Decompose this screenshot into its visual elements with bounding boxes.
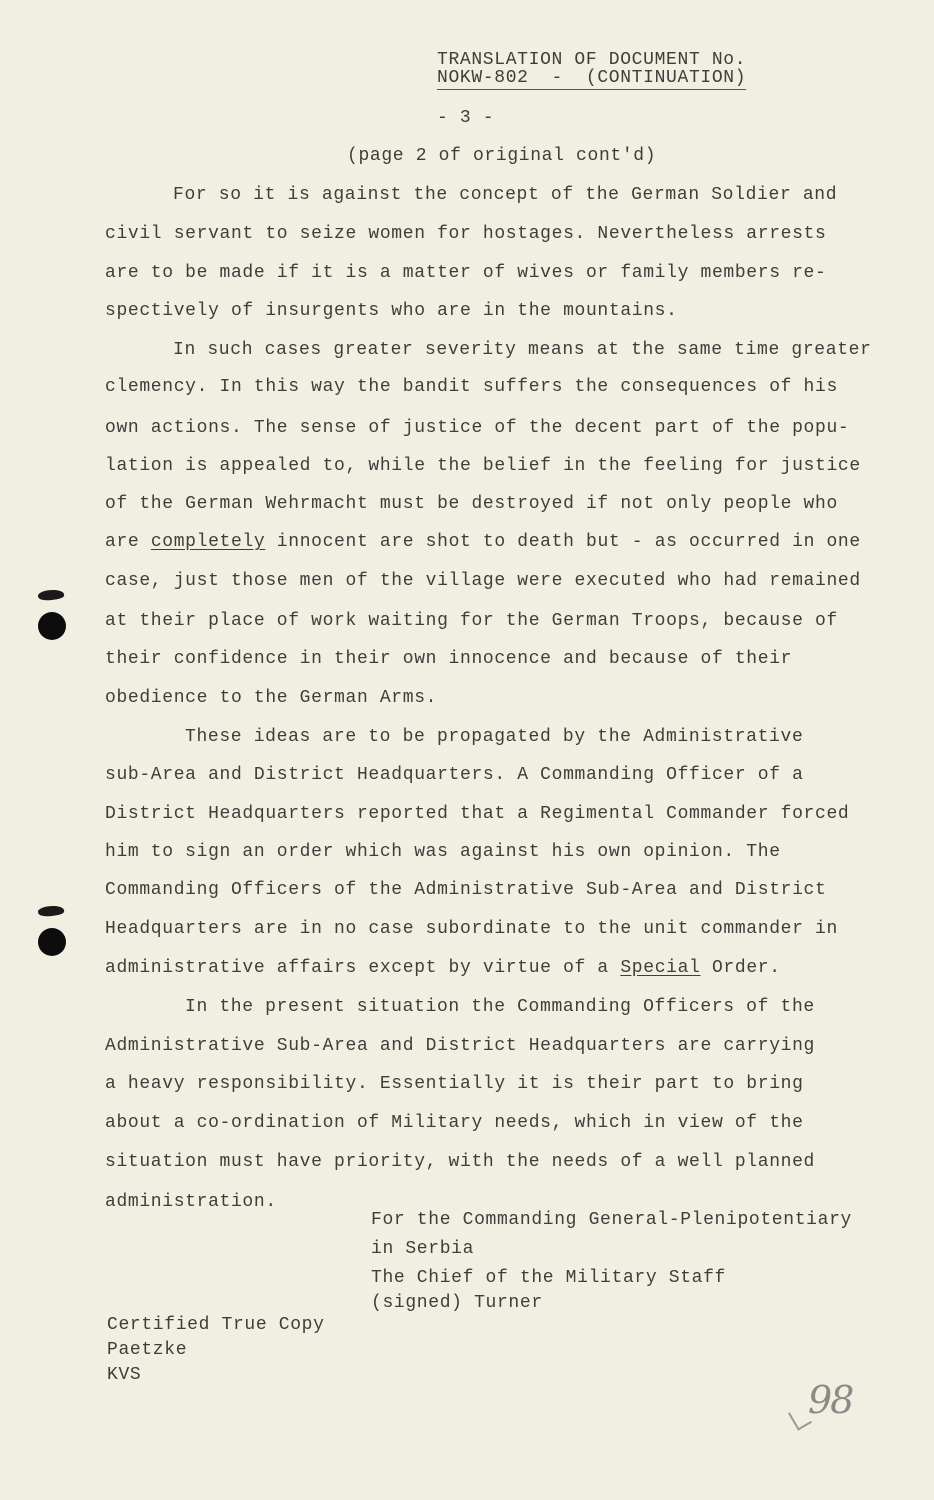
certification-line: Paetzke [107,1340,188,1360]
body-line: Headquarters are in no case subordinate to the unit commander in [105,919,838,939]
body-line: civil servant to seize women for hostages. Nevertheless arrests [105,224,827,244]
subheading: (page 2 of original cont'd) [347,146,657,166]
body-line: a heavy responsibility. Essentially it is their part to bring [105,1074,804,1094]
certification-line: KVS [107,1365,142,1385]
body-line: him to sign an order which was against his own opinion. The [105,842,781,862]
body-line: In such cases greater severity means at the same time greater [173,340,872,360]
body-line: of the German Wehrmacht must be destroyed if not only people who [105,494,838,514]
signature-line: in Serbia [371,1239,475,1259]
body-line: These ideas are to be propagated by the Administrative [185,727,804,747]
document-number: NOKW-802 - (CONTINUATION) [437,68,747,88]
punch-hole [38,928,66,956]
body-line: District Headquarters reported that a Regimental Commander forced [105,804,850,824]
body-line: about a co-ordination of Military needs, which in view of the [105,1113,804,1133]
punch-hole-mark [37,588,64,602]
body-line: situation must have priority, with the needs of a well planned [105,1152,816,1172]
body-line: In the present situation the Commanding Officers of the [185,997,815,1017]
body-line: Administrative Sub-Area and District Headquarters are carrying [105,1036,816,1056]
body-line: administrative affairs except by virtue of a Special Order. [105,958,781,978]
punch-hole [38,612,66,640]
page-number: - 3 - [437,108,495,128]
body-line: clemency. In this way the bandit suffers the consequences of his [105,377,838,397]
body-line: sub-Area and District Headquarters. A Commanding Officer of a [105,765,804,785]
underlined-word: Special [620,958,701,978]
body-line: case, just those men of the village were executed who had remained [105,571,861,591]
document-title: TRANSLATION OF DOCUMENT No. [437,50,747,70]
body-line: lation is appealed to, while the belief in the feeling for justice [105,456,861,476]
body-line: Commanding Officers of the Administrative Sub-Area and District [105,880,827,900]
body-line: administration. [105,1192,277,1212]
body-line: at their place of work waiting for the German Troops, because of [105,611,838,631]
body-line: own actions. The sense of justice of the decent part of the popu- [105,418,850,438]
body-line: spectively of insurgents who are in the mountains. [105,301,678,321]
body-line: For so it is against the concept of the German Soldier and [173,185,838,205]
body-line: obedience to the German Arms. [105,688,438,708]
body-line: are completely innocent are shot to death but - as occurred in one [105,532,861,552]
underlined-word: completely [150,532,266,552]
certification-line: Certified True Copy [107,1315,325,1335]
punch-hole-mark [37,904,64,918]
body-line: their confidence in their own innocence and because of their [105,649,793,669]
signature-line: (signed) Turner [371,1293,543,1313]
signature-line: The Chief of the Military Staff [371,1268,727,1288]
handwritten-page-number: 98 [808,1378,853,1422]
body-line: are to be made if it is a matter of wives or family members re- [105,263,827,283]
signature-line: For the Commanding General-Plenipotentiary [371,1210,852,1230]
